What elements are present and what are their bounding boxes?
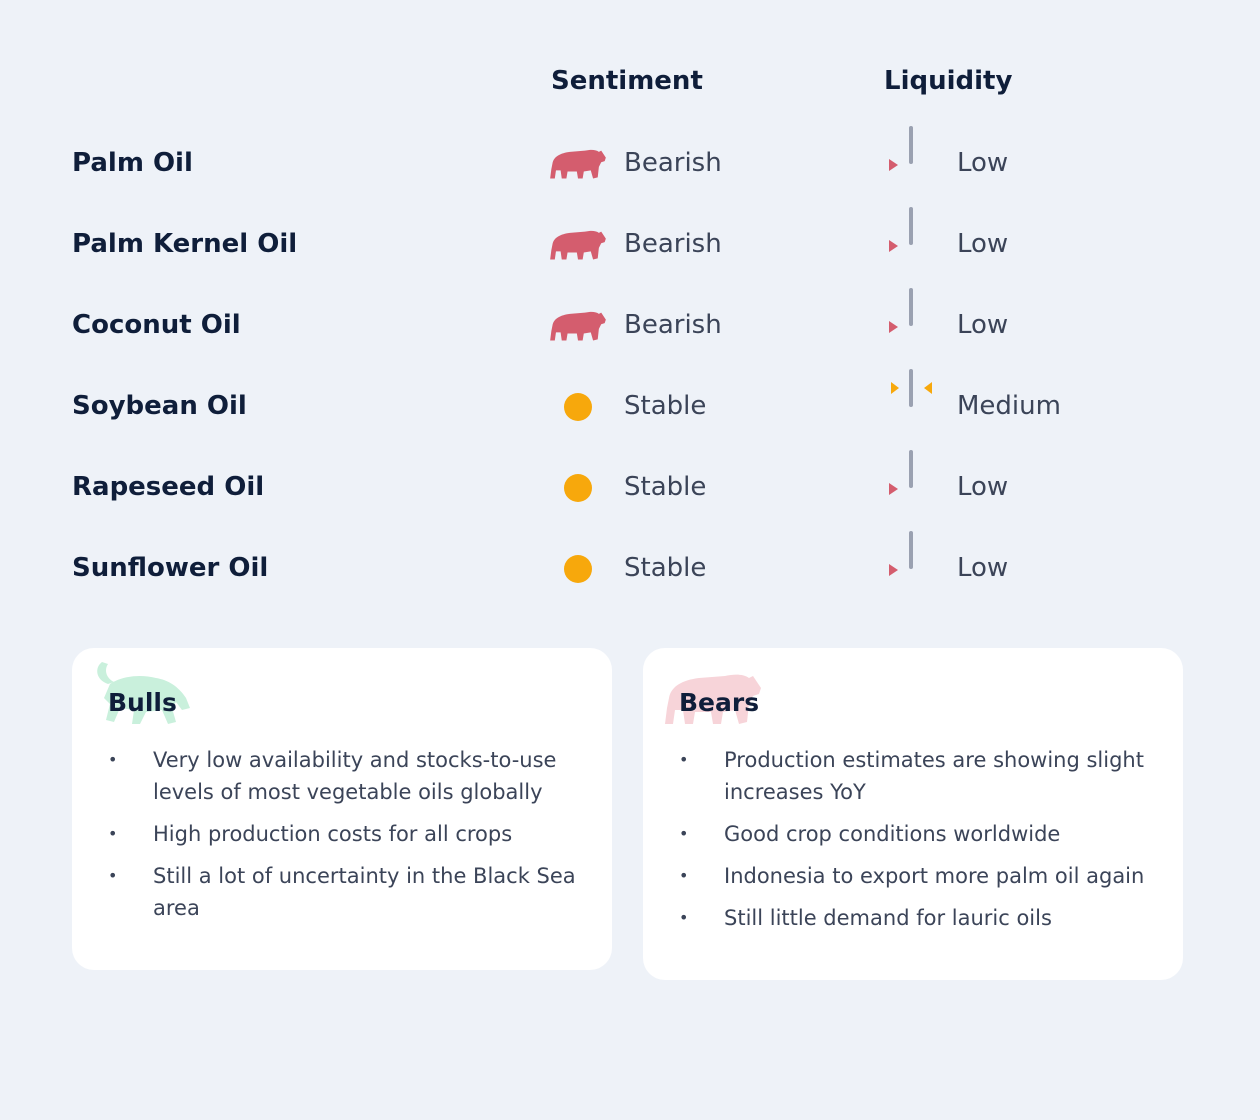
bear-icon <box>549 225 607 265</box>
sentiment-label: Stable <box>624 553 707 583</box>
sentiment-label: Bearish <box>624 148 722 178</box>
liquidity-label: Low <box>957 229 1009 259</box>
bulls-title: Bulls <box>108 688 177 717</box>
product-name: Palm Kernel Oil <box>72 229 298 259</box>
liquidity-label: Low <box>957 553 1009 583</box>
list-item: • High production costs for all crops <box>108 818 588 850</box>
medium-liquidity-icon <box>880 367 940 427</box>
list-item: • Good crop conditions worldwide <box>679 818 1159 850</box>
bears-list <box>679 744 1159 944</box>
liquidity-label: Low <box>957 310 1009 340</box>
table-row <box>0 468 1260 508</box>
product-name: Palm Oil <box>72 148 193 178</box>
bulls-list <box>108 744 588 934</box>
low-liquidity-icon <box>880 529 940 589</box>
sentiment-label: Bearish <box>624 229 722 259</box>
sentiment-label: Stable <box>624 391 707 421</box>
sentiment-header: Sentiment <box>551 66 703 96</box>
table-row <box>0 549 1260 589</box>
bears-title: Bears <box>679 688 760 717</box>
stable-dot-icon <box>549 549 607 589</box>
stable-dot-icon <box>549 387 607 427</box>
liquidity-label: Low <box>957 472 1009 502</box>
bulls-card <box>72 648 612 970</box>
product-name: Rapeseed Oil <box>72 472 265 502</box>
product-name: Soybean Oil <box>72 391 247 421</box>
liquidity-header: Liquidity <box>884 66 1013 96</box>
stable-dot-icon <box>549 468 607 508</box>
sentiment-label: Bearish <box>624 310 722 340</box>
list-item: • Indonesia to export more palm oil again <box>679 860 1159 892</box>
bear-icon <box>549 144 607 184</box>
list-item: • Still a lot of uncertainty in the Black Sea area <box>108 860 588 924</box>
product-name: Sunflower Oil <box>72 553 269 583</box>
list-item: • Production estimates are showing slight increases YoY <box>679 744 1159 808</box>
low-liquidity-icon <box>880 286 940 346</box>
table-row <box>0 144 1260 184</box>
low-liquidity-icon <box>880 205 940 265</box>
sentiment-label: Stable <box>624 472 707 502</box>
bears-card <box>643 648 1183 980</box>
table-row <box>0 225 1260 265</box>
bear-icon <box>549 306 607 346</box>
table-row <box>0 306 1260 346</box>
liquidity-label: Medium <box>957 391 1061 421</box>
list-item: • Still little demand for lauric oils <box>679 902 1159 934</box>
product-name: Coconut Oil <box>72 310 241 340</box>
table-row <box>0 387 1260 427</box>
low-liquidity-icon <box>880 448 940 508</box>
liquidity-label: Low <box>957 148 1009 178</box>
low-liquidity-icon <box>880 124 940 184</box>
list-item: • Very low availability and stocks-to-use levels of most vegetable oils globally <box>108 744 588 808</box>
